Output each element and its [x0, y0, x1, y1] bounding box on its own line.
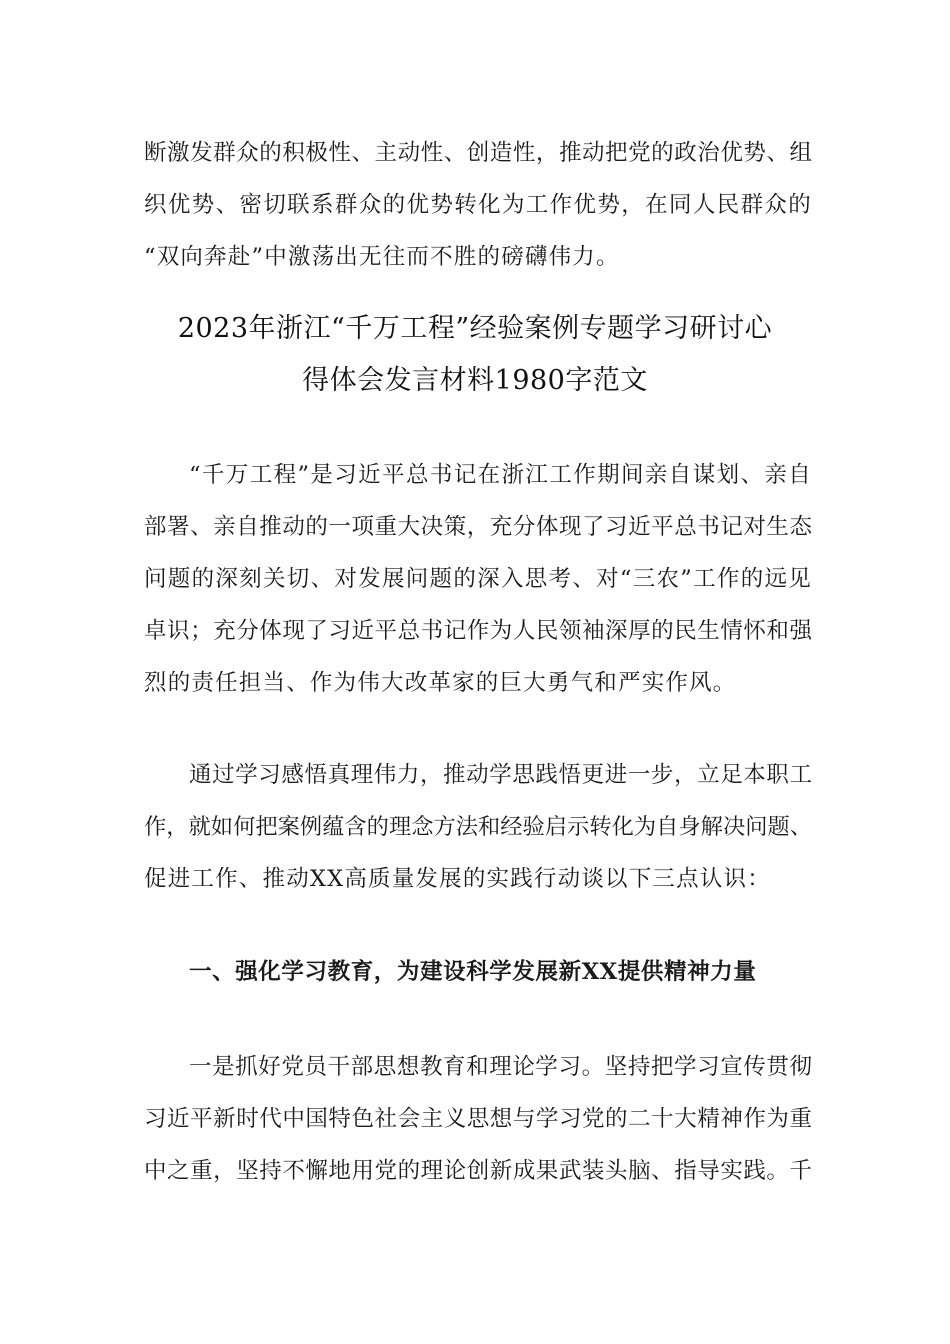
document-title [100, 303, 850, 407]
text-line: 部署、亲自推动的一项重大决策，充分体现了习近平总书记对生态 [144, 514, 812, 540]
paragraph-point-one [144, 1041, 812, 1197]
paragraph-continuation [144, 127, 812, 283]
text-line: 通过学习感悟真理伟力，推动学思践悟更进一步，立足本职工 [189, 762, 812, 788]
section-heading-block [144, 946, 812, 998]
section-heading: 一、强化学习教育，为建设科学发展新XX提供精神力量 [189, 959, 757, 985]
text-line: 习近平新时代中国特色社会主义思想与学习党的二十大精神作为重 [144, 1106, 812, 1132]
title-line-1: 2023年浙江“千万工程”经验案例专题学习研讨心 [177, 313, 773, 344]
text-line: 中之重，坚持不懈地用党的理论创新成果武装头脑、指导实践。千 [144, 1158, 812, 1184]
text-line: 织优势、密切联系群众的优势转化为工作优势，在同人民群众的 [144, 192, 812, 218]
text-line: 促进工作、推动XX高质量发展的实践行动谈以下三点认识： [144, 866, 771, 892]
text-line: 烈的责任担当、作为伟大改革家的巨大勇气和严实作风。 [144, 670, 737, 696]
paragraph-purpose [144, 749, 812, 905]
text-line: 问题的深刻关切、对发展问题的深入思考、对“三农”工作的远见 [144, 566, 812, 592]
text-line: “千万工程”是习近平总书记在浙江工作期间亲自谋划、亲自 [189, 462, 812, 488]
text-line: 作，就如何把案例蕴含的理念方法和经验启示转化为自身解决问题、 [144, 814, 812, 840]
text-line: 一是抓好党员干部思想教育和理论学习。坚持把学习宣传贯彻 [189, 1054, 812, 1080]
text-line: 断激发群众的积极性、主动性、创造性，推动把党的政治优势、组 [144, 140, 812, 166]
title-line-2: 得体会发言材料1980字范文 [302, 365, 648, 396]
text-line: “双向奔赴”中激荡出无往而不胜的磅礴伟力。 [144, 244, 620, 270]
text-line: 卓识；充分体现了习近平总书记作为人民领袖深厚的民生情怀和强 [144, 618, 812, 644]
paragraph-intro [144, 449, 812, 709]
